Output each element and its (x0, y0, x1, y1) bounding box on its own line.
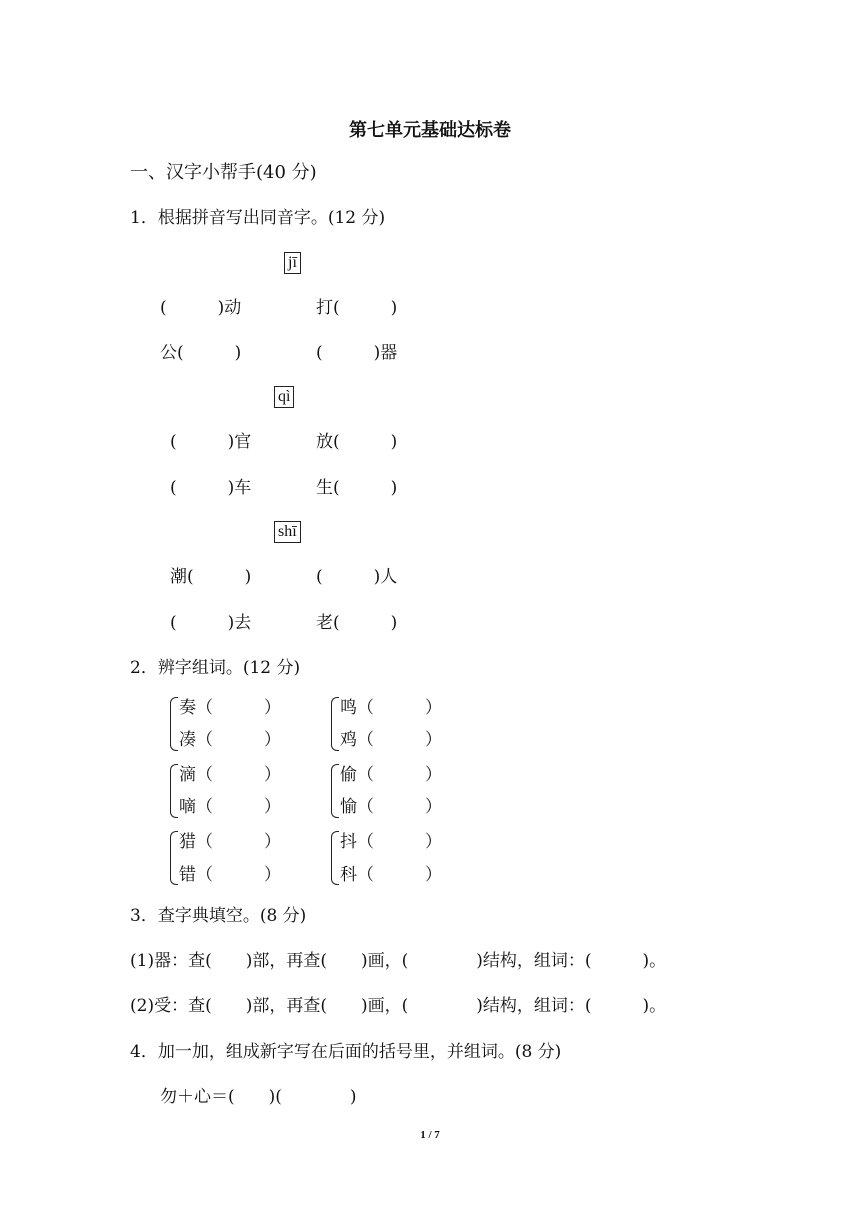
fill-blank: 放( ) (316, 432, 398, 452)
fill-blank: ( )人 (316, 567, 398, 587)
fill-blank: ( )器 (316, 343, 398, 363)
word-pair-item: 嘀（ ） (179, 797, 281, 817)
word-pair-item: 错（ ） (179, 865, 281, 885)
fill-blank: 打( ) (316, 298, 398, 318)
word-pair-item: 鸣（ ） (340, 698, 442, 718)
brace-icon (331, 831, 339, 885)
fill-blank: ( )动 (160, 298, 242, 318)
fill-blank: ( )去 (170, 613, 252, 633)
pinyin-box-ji: jī (284, 252, 301, 274)
section-heading: 一、汉字小帮手(40 分) (130, 162, 317, 183)
dictionary-line: (1)器：查( )部，再查( )画，( )结构，组词：( )。 (130, 951, 667, 971)
brace-icon (170, 831, 178, 885)
question-4-heading: 4．加一加，组成新字写在后面的括号里，并组词。(8 分) (130, 1042, 562, 1062)
word-pair-item: 愉（ ） (340, 797, 442, 817)
question-1-heading: 1．根据拼音写出同音字。(12 分) (130, 208, 386, 228)
word-pair-item: 猎（ ） (179, 832, 281, 852)
pinyin-box-shi: shī (274, 521, 301, 543)
brace-icon (170, 697, 178, 751)
question-3-heading: 3．查字典填空。(8 分) (130, 906, 307, 926)
brace-icon (331, 697, 339, 751)
fill-blank: 公( ) (160, 343, 242, 363)
word-pair-item: 抖（ ） (340, 832, 442, 852)
page-number: 1 / 7 (420, 1129, 440, 1141)
page-title: 第七单元基础达标卷 (349, 120, 511, 141)
word-pair-item: 奏（ ） (179, 698, 281, 718)
fill-blank: 生( ) (316, 478, 398, 498)
fill-blank: ( )车 (170, 478, 252, 498)
word-pair-item: 科（ ） (340, 865, 442, 885)
pinyin-box-qi: qì (274, 386, 294, 408)
dictionary-line: (2)受：查( )部，再查( )画，( )结构，组词：( )。 (130, 996, 667, 1016)
brace-icon (331, 764, 339, 818)
fill-blank: ( )官 (170, 432, 252, 452)
word-pair-item: 凑（ ） (179, 730, 281, 750)
question-2-heading: 2．辨字组词。(12 分) (130, 658, 301, 678)
word-pair-item: 鸡（ ） (340, 730, 442, 750)
fill-blank: 老( ) (316, 613, 398, 633)
fill-blank: 潮( ) (170, 567, 252, 587)
word-pair-item: 偷（ ） (340, 765, 442, 785)
word-pair-item: 滴（ ） (179, 765, 281, 785)
brace-icon (170, 764, 178, 818)
addition-line: 勿＋心＝( )( ) (160, 1087, 357, 1107)
